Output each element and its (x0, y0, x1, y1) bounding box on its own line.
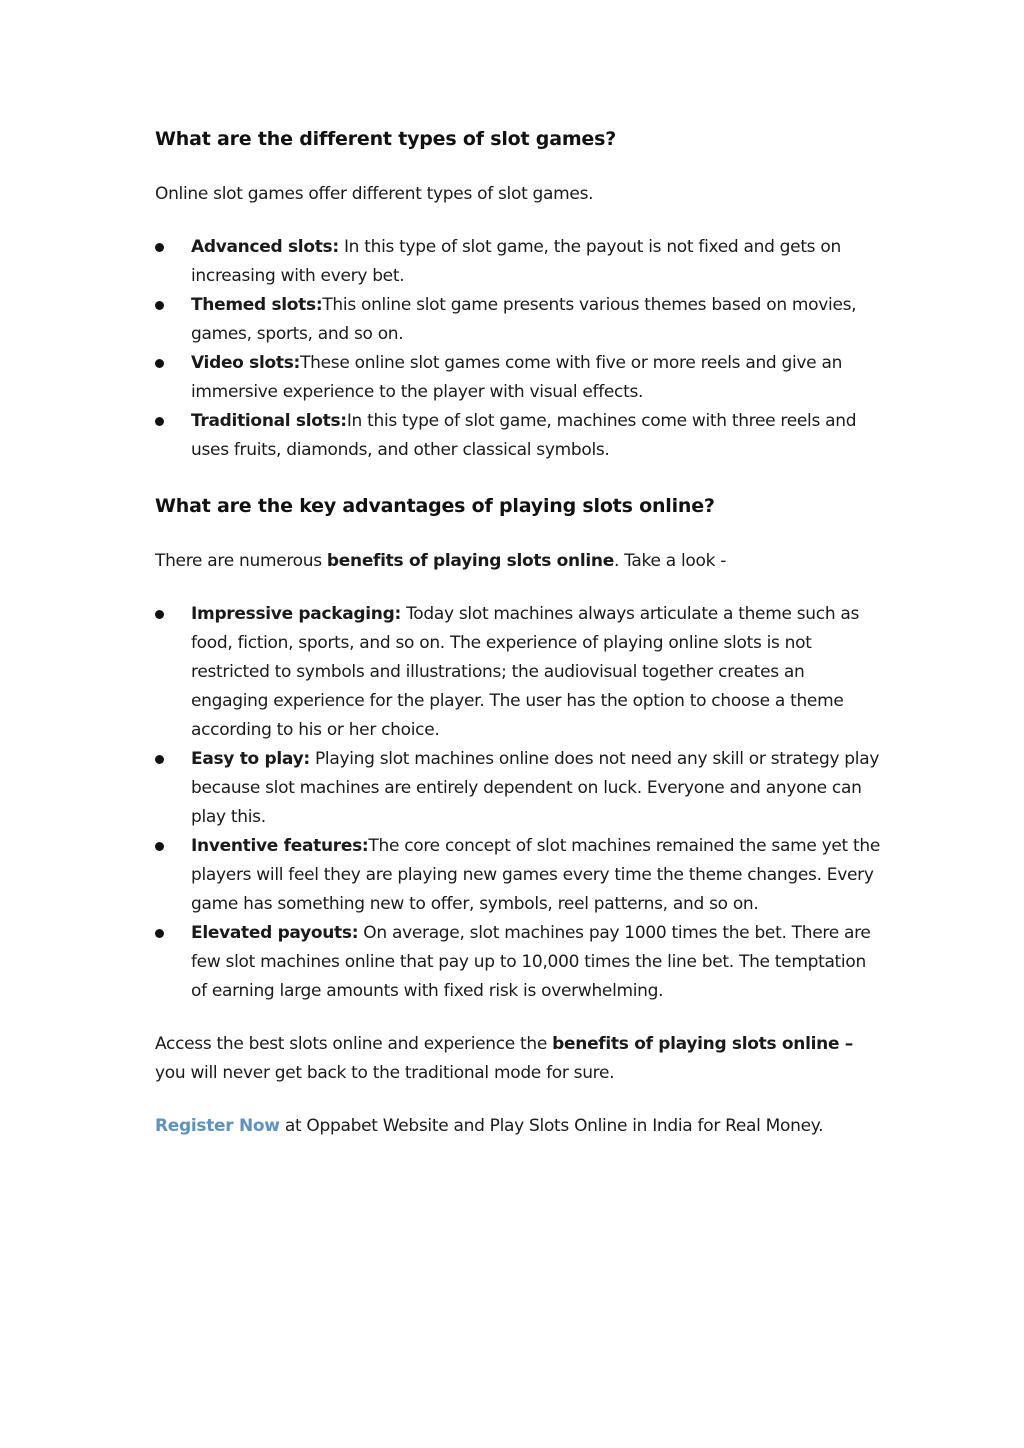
list-item (155, 407, 885, 465)
document-page (155, 124, 885, 1141)
list-item-text: In this type of slot game, the payout is not fixed and gets on increasing with every bet. (191, 237, 841, 286)
bullet-icon (155, 755, 164, 764)
bullet-icon (155, 243, 164, 252)
list-item-text: Today slot machines always articulate a theme such as food, fiction, sports, and so on. The experience of playing online slots is not restricted to symbols and illustrations; the audiovisual together creates an engaging experience for the player. The user has the option to choose a theme according to his or her choice. (191, 604, 860, 740)
list-item (155, 233, 885, 291)
closing-paragraph: Access the best slots online and experience the benefits of playing slots online – you will never get back to the traditional mode for sure. (155, 1034, 854, 1083)
bullet-icon (155, 929, 164, 938)
register-now-link[interactable]: Register Now (155, 1116, 280, 1136)
list-item-term: Inventive features: (191, 836, 369, 856)
list-item (155, 600, 885, 745)
cta-paragraph (155, 1112, 885, 1141)
advantages-list (155, 600, 885, 1006)
list-item-term: Traditional slots: (191, 411, 347, 431)
list-item-term: Video slots: (191, 353, 301, 373)
list-item-text: On average, slot machines pay 1000 times the bet. There are few slot machines online that pay up to 10,000 times the line bet. The temptation of earning large amounts with fixed risk is overwhelming. (191, 923, 871, 1001)
bullet-icon (155, 842, 164, 851)
section-heading-types: What are the different types of slot games? (155, 128, 617, 150)
section-intro-advantages: There are numerous benefits of playing slots online. Take a look - (155, 551, 727, 571)
list-item (155, 349, 885, 407)
list-item-term: Elevated payouts: (191, 923, 359, 943)
list-item-term: Impressive packaging: (191, 604, 401, 624)
bullet-icon (155, 359, 164, 368)
list-item (155, 919, 885, 1006)
bullet-icon (155, 610, 164, 619)
list-item-text: The core concept of slot machines remained the same yet the players will feel they are playing new games every time the theme changes. Every game has something new to offer, symbols, reel patterns, and so on. (191, 836, 880, 914)
list-item-text: Playing slot machines online does not need any skill or strategy play because slot machines are entirely dependent on luck. Everyone and anyone can play this. (191, 749, 880, 827)
list-item-term: Themed slots: (191, 295, 323, 315)
section-heading-advantages: What are the key advantages of playing slots online? (155, 495, 715, 517)
list-item-text: In this type of slot game, machines come with three reels and uses fruits, diamonds, and other classical symbols. (191, 411, 857, 460)
slot-types-list (155, 233, 885, 465)
list-item-term: Advanced slots: (191, 237, 339, 257)
cta-text: at Oppabet Website and Play Slots Online in India for Real Money. (279, 1116, 824, 1136)
list-item-term: Easy to play: (191, 749, 310, 769)
list-item (155, 832, 885, 919)
list-item (155, 745, 885, 832)
list-item-text: This online slot game presents various themes based on movies, games, sports, and so on. (191, 295, 857, 344)
list-item-text: These online slot games come with five or more reels and give an immersive experience to the player with visual effects. (191, 353, 843, 402)
bullet-icon (155, 417, 164, 426)
bullet-icon (155, 301, 164, 310)
list-item (155, 291, 885, 349)
section-intro-types: Online slot games offer different types of slot games. (155, 184, 594, 204)
